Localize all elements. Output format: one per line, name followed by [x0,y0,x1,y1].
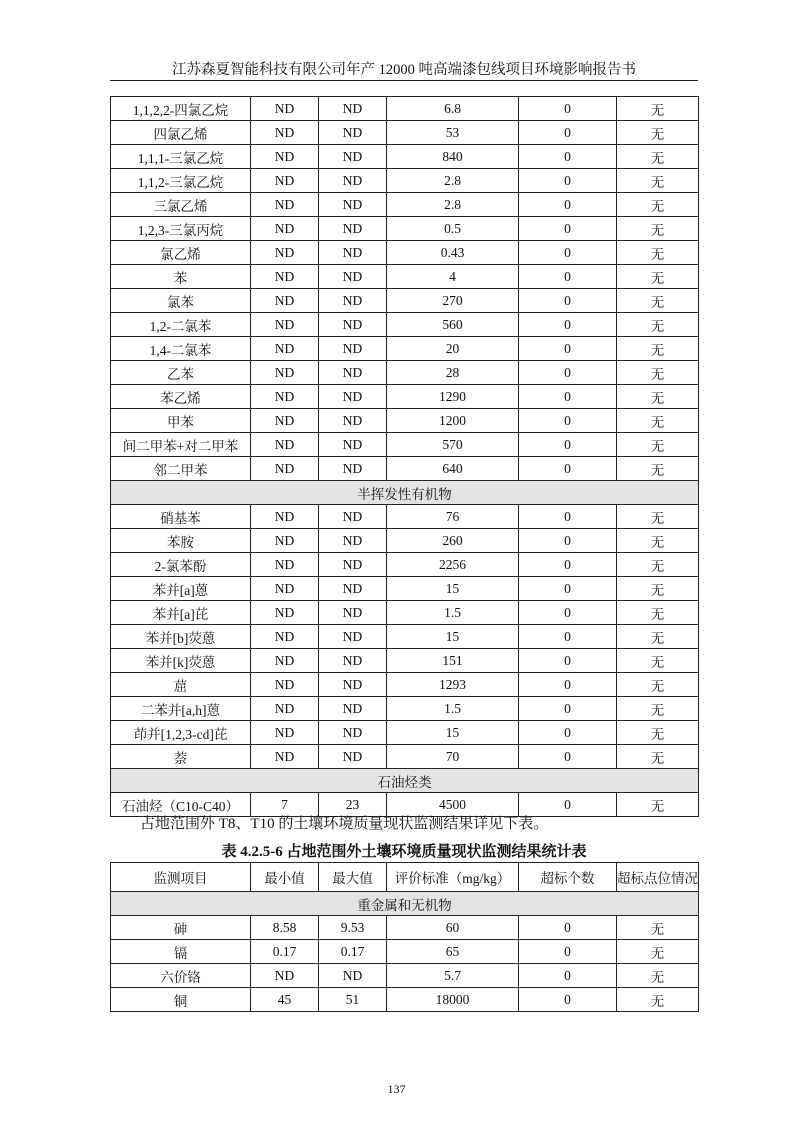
table-cell: 砷 [111,916,251,940]
table-cell: ND [251,385,319,409]
table-row [111,409,699,433]
table-cell: 0 [519,745,617,769]
table-cell: 0 [519,313,617,337]
table-cell: 氯苯 [111,289,251,313]
table-cell: 三氯乙烯 [111,193,251,217]
table-row [111,673,699,697]
table-row [111,601,699,625]
table-cell: ND [251,97,319,121]
table-cell: ND [319,553,387,577]
table-cell: 0.43 [387,241,519,265]
table-cell: 51 [319,988,387,1012]
table-cell: 1.5 [387,601,519,625]
table-cell: 0 [519,217,617,241]
table-cell: ND [251,529,319,553]
table-cell: 无 [617,361,699,385]
section-row [111,769,699,793]
table-cell: 0 [519,457,617,481]
table-cell: 0 [519,673,617,697]
table-cell: 15 [387,721,519,745]
table-cell: 六价铬 [111,964,251,988]
table-cell: 萘 [111,745,251,769]
table-cell: 2-氯苯酚 [111,553,251,577]
table-cell: 镉 [111,940,251,964]
table-cell: 0 [519,97,617,121]
table-cell: 2256 [387,553,519,577]
page-number: 137 [387,1082,406,1096]
table-cell: 无 [617,673,699,697]
table-cell: ND [319,409,387,433]
table-cell: ND [251,361,319,385]
table-cell: 0 [519,409,617,433]
table-cell: ND [251,721,319,745]
table-cell: ND [251,505,319,529]
table-cell: 无 [617,241,699,265]
table-cell: 4 [387,265,519,289]
table-cell: 70 [387,745,519,769]
table-cell: ND [319,265,387,289]
table-cell: 0 [519,337,617,361]
column-header: 超标个数 [519,863,617,892]
table-cell: 无 [617,265,699,289]
table-cell: 151 [387,649,519,673]
table-row [111,964,699,988]
table-cell: 1200 [387,409,519,433]
table-cell: 570 [387,433,519,457]
table-cell: ND [319,505,387,529]
table-cell: ND [319,745,387,769]
table-cell: ND [251,289,319,313]
table-cell: 0 [519,721,617,745]
table-row [111,217,699,241]
table-cell: 15 [387,577,519,601]
table-row [111,916,699,940]
table-cell: 无 [617,505,699,529]
table-cell: 无 [617,577,699,601]
table-cell: 0 [519,193,617,217]
table-cell: ND [251,673,319,697]
table-cell: 1,1,2-三氯乙烷 [111,169,251,193]
table-row [111,529,699,553]
table-cell: 0.5 [387,217,519,241]
table-row [111,457,699,481]
table-cell: 1293 [387,673,519,697]
table-row [111,97,699,121]
table-cell: ND [251,577,319,601]
table-cell: ND [251,337,319,361]
table-cell: ND [319,121,387,145]
table-cell: 2.8 [387,193,519,217]
table-cell: ND [251,241,319,265]
table-cell: 0 [519,793,617,817]
table-cell: 0 [519,169,617,193]
table-cell: 无 [617,169,699,193]
table-row [111,145,699,169]
table-cell: 无 [617,940,699,964]
monitoring-table-outside [110,862,699,1012]
table-cell: ND [251,964,319,988]
table-cell: ND [251,169,319,193]
column-header: 监测项目 [111,863,251,892]
table-cell: 15 [387,625,519,649]
table-row [111,289,699,313]
table-cell: 苯并[b]荧蒽 [111,625,251,649]
table-row [111,385,699,409]
column-header: 最大值 [319,863,387,892]
table-cell: 0.17 [319,940,387,964]
table-cell: 0 [519,553,617,577]
table-cell: 二苯并[a,h]蒽 [111,697,251,721]
table-cell: 8.58 [251,916,319,940]
table-row [111,169,699,193]
table-cell: ND [319,697,387,721]
table-cell: ND [251,457,319,481]
table-cell: ND [319,361,387,385]
table-cell: 苯乙烯 [111,385,251,409]
table-cell: 0 [519,940,617,964]
table-cell: 无 [617,193,699,217]
table-cell: 0 [519,265,617,289]
table-cell: 无 [617,649,699,673]
table-cell: 9.53 [319,916,387,940]
table-cell: 氯乙烯 [111,241,251,265]
table-cell: ND [251,145,319,169]
table-cell: 无 [617,313,699,337]
table-cell: 硝基苯 [111,505,251,529]
table-cell: 0 [519,361,617,385]
table-cell: 4500 [387,793,519,817]
table-cell: 0 [519,433,617,457]
table-cell: ND [319,625,387,649]
table-cell: 0 [519,916,617,940]
table-cell: 无 [617,793,699,817]
table-cell: 0 [519,145,617,169]
table-row [111,697,699,721]
table-cell: ND [319,313,387,337]
table-cell: 1,1,2,2-四氯乙烷 [111,97,251,121]
table-cell: 苯 [111,265,251,289]
table-cell: ND [251,121,319,145]
table-cell: 23 [319,793,387,817]
table-cell: 0 [519,625,617,649]
table-row [111,745,699,769]
table-cell: ND [251,697,319,721]
table-cell: 苯并[a]蒽 [111,577,251,601]
table-cell: 260 [387,529,519,553]
table-cell: 1,2-二氯苯 [111,313,251,337]
table-row [111,241,699,265]
table-cell: ND [319,964,387,988]
header-row [111,863,699,892]
table-cell: 0 [519,289,617,313]
column-header: 最小值 [251,863,319,892]
table-cell: ND [319,601,387,625]
section-heading: 半挥发性有机物 [111,481,699,505]
table-cell: 无 [617,745,699,769]
table-cell: ND [251,193,319,217]
table-cell: 无 [617,721,699,745]
table-row [111,505,699,529]
table-cell: ND [319,385,387,409]
table-cell: 0 [519,121,617,145]
table-cell: 20 [387,337,519,361]
table-cell: 无 [617,457,699,481]
header-rule [110,80,698,81]
table-cell: 无 [617,625,699,649]
table-cell: ND [251,649,319,673]
table-cell: 65 [387,940,519,964]
table-cell: 1,4-二氯苯 [111,337,251,361]
table-cell: 无 [617,433,699,457]
table-cell: 28 [387,361,519,385]
table-cell: ND [319,289,387,313]
table-cell: 䓛 [111,673,251,697]
table-row [111,193,699,217]
table-cell: ND [319,145,387,169]
table-cell: 无 [617,964,699,988]
table-caption: 表 4.2.5-6 占地范围外土壤环境质量现状监测结果统计表 [221,844,587,860]
table-cell: ND [319,433,387,457]
table-cell: ND [319,529,387,553]
table-cell: 0 [519,964,617,988]
table-cell: 间二甲苯+对二甲苯 [111,433,251,457]
table-cell: 苯胺 [111,529,251,553]
table-cell: 茚并[1,2,3-cd]芘 [111,721,251,745]
table-cell: 1290 [387,385,519,409]
table-row [111,721,699,745]
table-cell: ND [319,241,387,265]
table-row [111,577,699,601]
table-cell: 7 [251,793,319,817]
table-cell: 5.7 [387,964,519,988]
column-header: 超标点位情况 [617,863,699,892]
table-cell: ND [319,193,387,217]
table-cell: ND [251,745,319,769]
table-cell: 1,2,3-三氯丙烷 [111,217,251,241]
section-heading: 石油烃类 [111,769,699,793]
table-cell: ND [251,601,319,625]
table-cell: 60 [387,916,519,940]
table-row [111,121,699,145]
table-row [111,265,699,289]
table-row [111,649,699,673]
table-cell: 640 [387,457,519,481]
section-heading: 重金属和无机物 [111,892,699,916]
table-cell: 2.8 [387,169,519,193]
table-cell: 45 [251,988,319,1012]
table-row [111,337,699,361]
table-cell: 560 [387,313,519,337]
table-cell: 无 [617,217,699,241]
table-cell: 76 [387,505,519,529]
table-cell: 840 [387,145,519,169]
table-cell: 无 [617,121,699,145]
table-cell: 6.8 [387,97,519,121]
column-header: 评价标准（mg/kg） [387,863,519,892]
table-row [111,940,699,964]
table-cell: 无 [617,601,699,625]
table-cell: ND [319,721,387,745]
table-cell: ND [251,265,319,289]
table-cell: 0 [519,988,617,1012]
table-cell: 苯并[k]荧蒽 [111,649,251,673]
table-cell: 1,1,1-三氯乙烷 [111,145,251,169]
table-cell: ND [251,217,319,241]
table-cell: ND [319,673,387,697]
table-row [111,553,699,577]
table-cell: 270 [387,289,519,313]
table-cell: ND [319,577,387,601]
section-row [111,481,699,505]
table-cell: 无 [617,385,699,409]
table-cell: 无 [617,97,699,121]
table-cell: 无 [617,145,699,169]
table-cell: ND [319,337,387,361]
table-cell: ND [251,409,319,433]
table-cell: ND [319,457,387,481]
table-row [111,988,699,1012]
section-row [111,892,699,916]
table-cell: ND [251,313,319,337]
table-cell: 无 [617,337,699,361]
table-cell: 苯并[a]芘 [111,601,251,625]
table-row [111,361,699,385]
running-header: 江苏森夏智能科技有限公司年产 12000 吨高端漆包线项目环境影响报告书 [172,62,636,78]
table-cell: 铜 [111,988,251,1012]
table-cell: 0 [519,601,617,625]
table-cell: 无 [617,529,699,553]
table-cell: 0 [519,577,617,601]
monitoring-table-continued [110,96,699,817]
table-cell: 0 [519,649,617,673]
table-cell: 乙苯 [111,361,251,385]
table-cell: 无 [617,916,699,940]
table-cell: 四氯乙烯 [111,121,251,145]
table-cell: 0 [519,505,617,529]
table-cell: 0 [519,241,617,265]
table-cell: 0 [519,529,617,553]
table-cell: 无 [617,409,699,433]
table-cell: 18000 [387,988,519,1012]
table-cell: 甲苯 [111,409,251,433]
table-cell: 邻二甲苯 [111,457,251,481]
table-cell: 无 [617,553,699,577]
table-cell: 无 [617,697,699,721]
table-cell: 1.5 [387,697,519,721]
table-cell: 石油烃（C10-C40） [111,793,251,817]
table-cell: 0 [519,385,617,409]
table-cell: 53 [387,121,519,145]
table-cell: ND [319,97,387,121]
body-paragraph: 占地范围外 T8、T10 的土壤环境质量现状监测结果详见下表。 [140,816,549,832]
table-cell: ND [251,625,319,649]
table-row [111,433,699,457]
table-row [111,313,699,337]
table-cell: ND [251,553,319,577]
table-cell: 0 [519,697,617,721]
table-cell: ND [319,169,387,193]
table-row [111,625,699,649]
table-cell: 无 [617,289,699,313]
table-cell: 0.17 [251,940,319,964]
table-cell: ND [251,433,319,457]
table-cell: ND [319,217,387,241]
table-cell: 无 [617,988,699,1012]
table-cell: ND [319,649,387,673]
